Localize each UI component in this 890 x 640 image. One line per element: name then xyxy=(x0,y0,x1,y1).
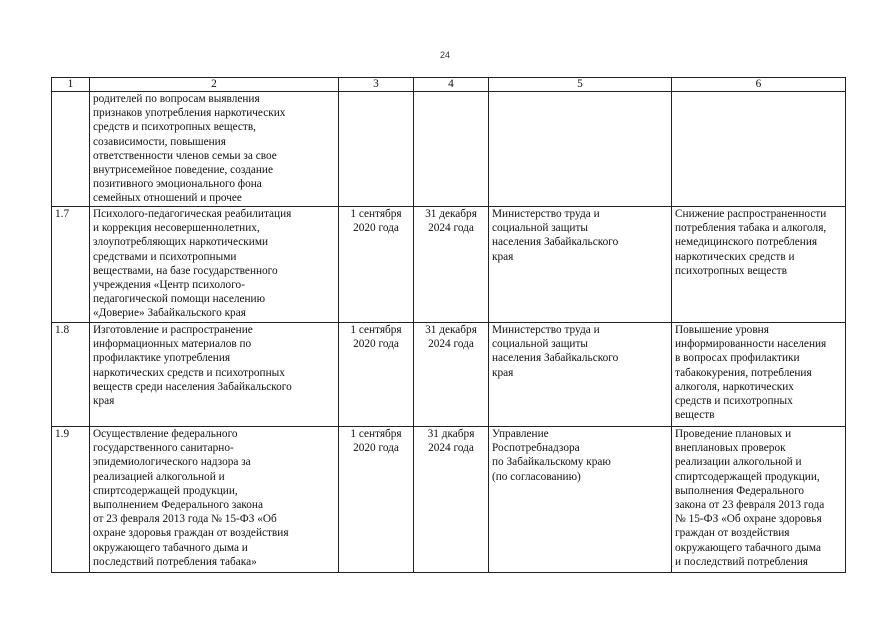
measure-cell: Психолого-педагогическая реабилитация и коррекция несовершеннолетних, злоупотребляющих наркотическими средствами и психотропными веществами, на базе государственного учреждения «Центр психолого- педагогической помощи населению «Доверие» Забайкальского края xyxy=(90,207,339,323)
measures-table xyxy=(51,77,846,573)
start-date-cell: 1 сентября 2020 года xyxy=(339,427,414,573)
result-cell xyxy=(672,92,846,207)
start-date-cell: 1 сентября 2020 года xyxy=(339,207,414,323)
column-header-6: 6 xyxy=(672,78,846,92)
table-row xyxy=(52,323,846,427)
column-header-3: 3 xyxy=(339,78,414,92)
result-cell: Проведение плановых и внеплановых проверок реализации алкогольной и спиртсодержащей продукции, выполнения Федерального закона от 23 февраля 2013 года № 15-ФЗ «Об охране здоровья граждан от воздействия окружающего табачного дыма и последствий потребления xyxy=(672,427,846,573)
column-header-2: 2 xyxy=(90,78,339,92)
measure-cell: Осуществление федерального государственного санитарно- эпидемиологического надзора за реализацией алкогольной и спиртсодержащей продукции, выполнением Федерального закона от 23 февраля 2013 года № 15-ФЗ «Об охране здоровья граждан от воздействия окружающего табачного дыма и последствий потребления табака» xyxy=(90,427,339,573)
row-number: 1.7 xyxy=(52,207,90,323)
executor-cell: Управление Роспотребнадзора по Забайкальскому краю (по согласованию) xyxy=(489,427,672,573)
table-header-row xyxy=(52,78,846,92)
executor-cell: Министерство труда и социальной защиты населения Забайкальского края xyxy=(489,323,672,427)
result-cell: Снижение распространенности потребления табака и алкоголя, немедицинского потребления наркотических средств и психотропных веществ xyxy=(672,207,846,323)
table-row xyxy=(52,427,846,573)
executor-cell xyxy=(489,92,672,207)
end-date-cell: 31 декабря 2024 года xyxy=(414,207,489,323)
measure-cell: родителей по вопросам выявления признаков употребления наркотических средств и психотропных веществ, созависимости, повышения ответственности членов семьи за свое внутрисемейное поведение, создание позитивного эмоционального фона семейных отношений и прочее xyxy=(90,92,339,207)
row-number: 1.8 xyxy=(52,323,90,427)
page-number: 24 xyxy=(439,50,450,60)
row-number xyxy=(52,92,90,207)
column-header-4: 4 xyxy=(414,78,489,92)
result-cell: Повышение уровня информированности населения в вопросах профилактики табакокурения, потребления алкоголя, наркотических средств и психотропных веществ xyxy=(672,323,846,427)
end-date-cell: 31 декабря 2024 года xyxy=(414,323,489,427)
end-date-cell xyxy=(414,92,489,207)
start-date-cell xyxy=(339,92,414,207)
column-header-1: 1 xyxy=(52,78,90,92)
table-row xyxy=(52,207,846,323)
row-number: 1.9 xyxy=(52,427,90,573)
column-header-5: 5 xyxy=(489,78,672,92)
measure-cell: Изготовление и распространение информационных материалов по профилактике употребления наркотических средств и психотропных веществ среди населения Забайкальского края xyxy=(90,323,339,427)
start-date-cell: 1 сентября 2020 года xyxy=(339,323,414,427)
executor-cell: Министерство труда и социальной защиты населения Забайкальского края xyxy=(489,207,672,323)
table-row xyxy=(52,92,846,207)
end-date-cell: 31 дкабря 2024 года xyxy=(414,427,489,573)
